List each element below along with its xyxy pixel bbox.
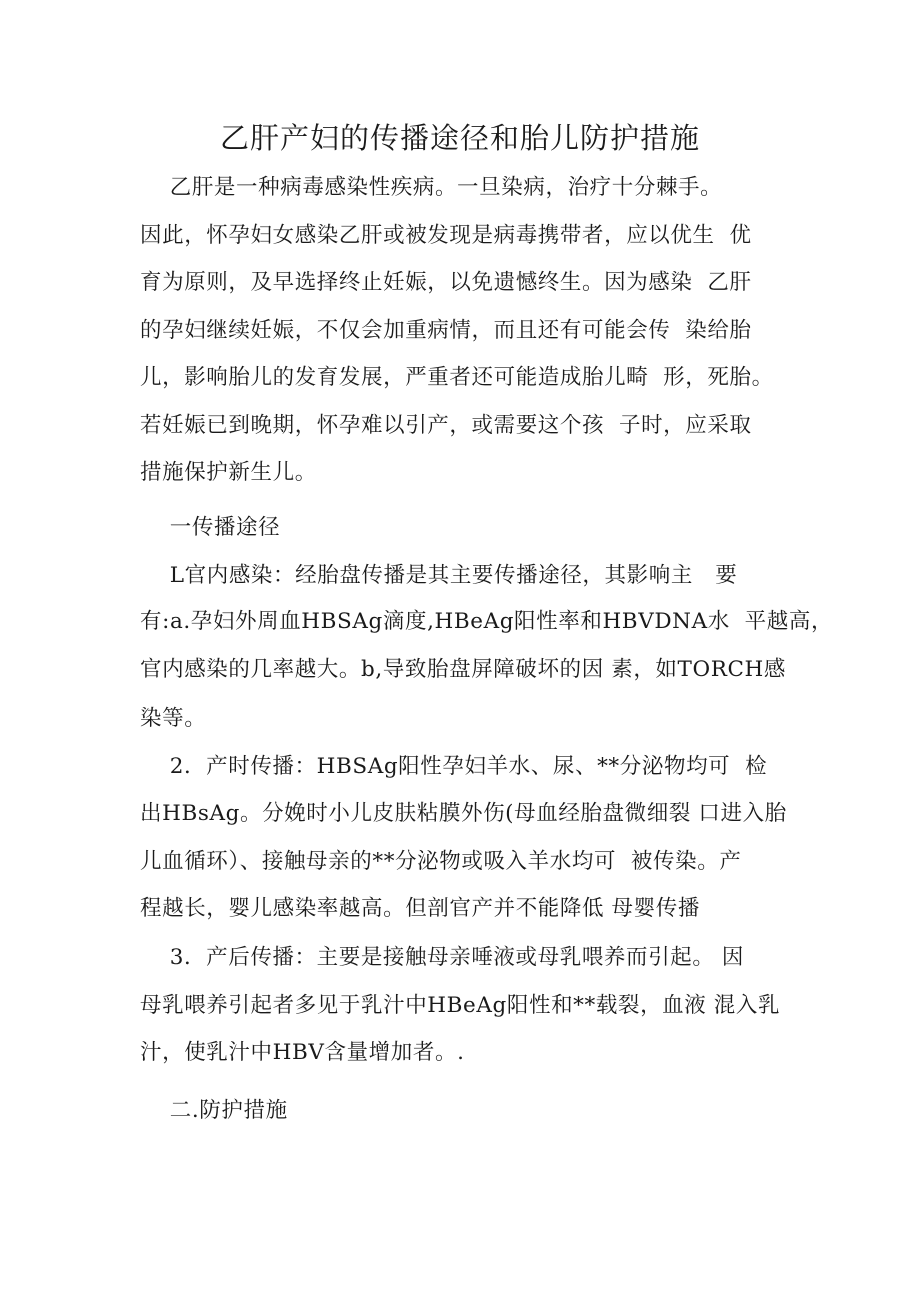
paragraph-line: 的孕妇继续妊娠，不仅会加重病情，而且还有可能会传 染给胎 <box>140 318 752 343</box>
section-heading: 二.防护措施 <box>140 1098 288 1123</box>
paragraph-line: 儿，影响胎儿的发育发展，严重者还可能造成胎儿畸 形，死胎。 <box>140 365 774 390</box>
paragraph-line: 2．产时传播：HBSAg阳性孕妇羊水、尿、**分泌物均可 检 <box>140 754 768 779</box>
paragraph-line: 若妊娠已到晚期，怀孕难以引产，或需要这个孩 子时，应采取 <box>140 413 752 438</box>
document-title: 乙肝产妇的传播途径和胎儿防护措施 <box>219 121 700 155</box>
paragraph-line: 育为原则，及早选择终止妊娠，以免遗憾终生。因为感染 乙肝 <box>140 270 752 295</box>
paragraph-line: 有:a.孕妇外周血HBSAg滴度,HBeAg阳性率和HBVDNA水 平越高， <box>140 609 834 634</box>
section-heading: 一传播途径 <box>140 515 281 540</box>
paragraph-line: 母乳喂养引起者多见于乳汁中HBeAg阳性和**载裂，血液 混入乳 <box>140 993 781 1018</box>
paragraph-line: 因此，怀孕妇女感染乙肝或被发现是病毒携带者，应以优生 优 <box>140 223 752 248</box>
paragraph-line: 儿血循环）、接触母亲的**分泌物或吸入羊水均可 被传染。产 <box>140 849 742 874</box>
paragraph-line: 措施保护新生儿。 <box>140 460 317 485</box>
paragraph-line: 程越长，婴儿感染率越高。但剖官产并不能降低 母婴传播 <box>140 896 700 921</box>
paragraph-line: 官内感染的几率越大。b,导致胎盘屏障破坏的因 素，如TORCH感 <box>140 657 786 682</box>
paragraph-line: 汁，使乳汁中HBV含量增加者。. <box>140 1040 465 1065</box>
paragraph-line: 3．产后传播：主要是接触母亲唾液或母乳喂养而引起。 因 <box>140 945 744 970</box>
paragraph-line: 染等。 <box>140 706 207 731</box>
paragraph-line: 出HBsAg。分娩时小儿皮肤粘膜外伤(母血经胎盘微细裂 口进入胎 <box>140 801 787 826</box>
paragraph-line: L官内感染：经胎盘传播是其主要传播途径，其影响主 要 <box>140 563 738 588</box>
paragraph-line: 乙肝是一种病毒感染性疾病。一旦染病，治疗十分棘手。 <box>140 175 723 200</box>
